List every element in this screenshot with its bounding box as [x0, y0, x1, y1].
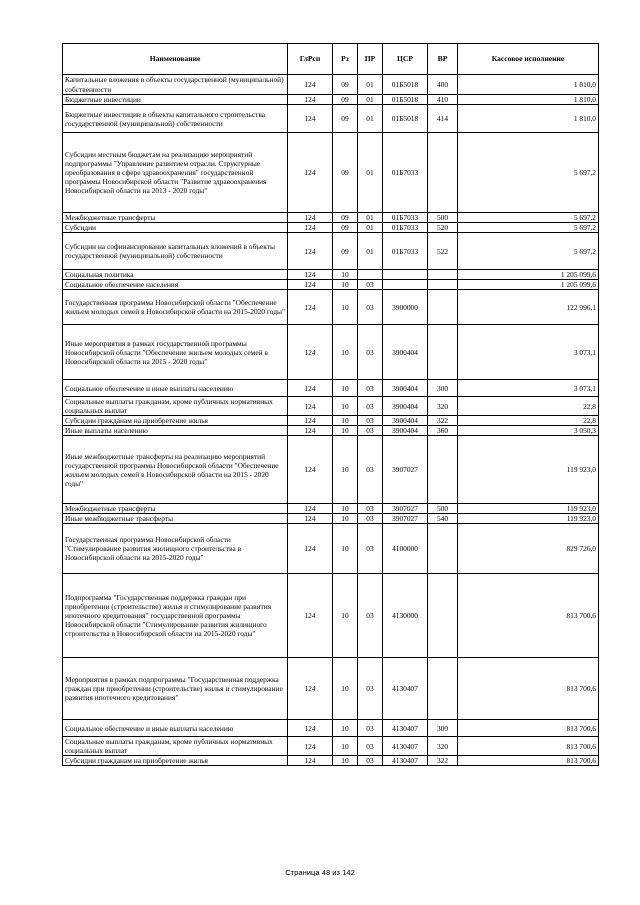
cell-amount: 1 810,0	[458, 105, 599, 133]
cell-glrsp: 124	[288, 436, 333, 504]
cell-csr: 4130000	[383, 574, 428, 658]
table-row	[63, 658, 599, 720]
cell-amount: 22,8	[458, 397, 599, 416]
table-row	[63, 720, 599, 737]
table-row	[63, 75, 599, 95]
table-row	[63, 397, 599, 416]
cell-glrsp: 124	[288, 105, 333, 133]
cell-name: Межбюджетные трансферты	[63, 504, 288, 514]
cell-vr	[428, 436, 458, 504]
cell-glrsp: 124	[288, 233, 333, 270]
cell-vr: 522	[428, 233, 458, 270]
cell-glrsp: 124	[288, 756, 333, 766]
cell-vr: 322	[428, 756, 458, 766]
cell-csr: 3900404	[383, 416, 428, 426]
cell-glrsp: 124	[288, 133, 333, 213]
cell-name: Субсидии на софинансирование капитальных вложений в объекты государственной (муниципальной) собственности	[63, 233, 288, 270]
cell-pr: 03	[358, 380, 383, 397]
budget-table	[62, 43, 599, 766]
cell-amount: 22,8	[458, 416, 599, 426]
cell-csr: 01Б5018	[383, 75, 428, 95]
table-row	[63, 524, 599, 574]
cell-rz: 10	[333, 504, 358, 514]
cell-rz: 10	[333, 514, 358, 524]
table-row	[63, 105, 599, 133]
table-row	[63, 574, 599, 658]
cell-pr: 03	[358, 574, 383, 658]
cell-rz: 10	[333, 325, 358, 380]
cell-pr: 03	[358, 325, 383, 380]
cell-vr: 410	[428, 95, 458, 105]
page-number: Страница 48 из 142	[285, 868, 355, 877]
cell-pr: 03	[358, 436, 383, 504]
cell-glrsp: 124	[288, 524, 333, 574]
cell-amount: 5 697,2	[458, 223, 599, 233]
cell-csr: 4100000	[383, 524, 428, 574]
cell-rz: 10	[333, 720, 358, 737]
table-body	[63, 75, 599, 766]
cell-vr	[428, 270, 458, 280]
cell-glrsp: 124	[288, 504, 333, 514]
table-row	[63, 756, 599, 766]
cell-amount: 5 697,2	[458, 213, 599, 223]
cell-rz: 10	[333, 280, 358, 290]
cell-name: Бюджетные инвестиции	[63, 95, 288, 105]
cell-glrsp: 124	[288, 426, 333, 436]
cell-amount: 813 700,6	[458, 574, 599, 658]
table-row	[63, 416, 599, 426]
cell-csr: 01Б5018	[383, 95, 428, 105]
table-row	[63, 436, 599, 504]
cell-pr: 03	[358, 416, 383, 426]
cell-vr: 500	[428, 213, 458, 223]
cell-rz: 09	[333, 213, 358, 223]
table-row	[63, 504, 599, 514]
cell-glrsp: 124	[288, 514, 333, 524]
cell-vr	[428, 325, 458, 380]
cell-amount: 119 923,0	[458, 504, 599, 514]
cell-amount: 5 697,2	[458, 133, 599, 213]
cell-vr	[428, 290, 458, 325]
cell-csr: 3907027	[383, 436, 428, 504]
cell-csr: 3900404	[383, 380, 428, 397]
cell-rz: 10	[333, 426, 358, 436]
table-row	[63, 95, 599, 105]
cell-rz: 10	[333, 436, 358, 504]
cell-glrsp: 124	[288, 223, 333, 233]
header-glrsp: ГлРсп	[288, 44, 333, 75]
cell-name: Подпрограмма "Государственная поддержка граждан при приобретении (строительстве) жилья и стимулирование развития ипотечного кредитования" государственной программы Новосибирской области "Стимулирование развития жилищного строительства в Новосибирской области на 2015-2020 годы"	[63, 574, 288, 658]
cell-csr: 01Б7033	[383, 133, 428, 213]
cell-name: Субсидии местным бюджетам на реализацию мероприятий подпрограммы "Управление развитием отрасли. Структурные преобразования в сфере здравоохранения" государственной программы Новосибирской области "Развитие здравоохранения Новосибирской области на 2013 - 2020 годы"	[63, 133, 288, 213]
header-rz: Рз	[333, 44, 358, 75]
cell-vr: 300	[428, 380, 458, 397]
cell-csr: 4130407	[383, 737, 428, 756]
cell-pr: 03	[358, 756, 383, 766]
cell-csr: 3907027	[383, 514, 428, 524]
cell-glrsp: 124	[288, 397, 333, 416]
cell-vr: 520	[428, 223, 458, 233]
cell-csr: 01Б7033	[383, 213, 428, 223]
cell-csr	[383, 280, 428, 290]
cell-name: Государственная программа Новосибирской области "Стимулирование развития жилищного строительства в Новосибирской области на 2015-2020 годы"	[63, 524, 288, 574]
cell-pr: 01	[358, 95, 383, 105]
cell-csr: 4130407	[383, 658, 428, 720]
cell-pr: 01	[358, 75, 383, 95]
cell-glrsp: 124	[288, 280, 333, 290]
cell-pr: 01	[358, 223, 383, 233]
cell-csr: 3900404	[383, 426, 428, 436]
table-row	[63, 133, 599, 213]
cell-amount: 813 700,6	[458, 756, 599, 766]
cell-amount: 1 205 099,6	[458, 270, 599, 280]
table-row	[63, 213, 599, 223]
cell-pr	[358, 270, 383, 280]
cell-pr: 01	[358, 105, 383, 133]
cell-name: Социальное обеспечение и иные выплаты населению	[63, 720, 288, 737]
cell-vr: 300	[428, 720, 458, 737]
cell-amount: 813 700,6	[458, 720, 599, 737]
cell-vr: 500	[428, 504, 458, 514]
cell-pr: 03	[358, 397, 383, 416]
header-csr: ЦСР	[383, 44, 428, 75]
cell-name: Субсидии гражданам на приобретение жилья	[63, 416, 288, 426]
cell-csr: 3900404	[383, 325, 428, 380]
cell-glrsp: 124	[288, 720, 333, 737]
cell-csr: 01Б7033	[383, 233, 428, 270]
header-vr: ВР	[428, 44, 458, 75]
cell-glrsp: 124	[288, 658, 333, 720]
cell-rz: 09	[333, 133, 358, 213]
cell-vr	[428, 280, 458, 290]
cell-glrsp: 124	[288, 213, 333, 223]
table-header-row	[63, 44, 599, 75]
cell-name: Социальная политика	[63, 270, 288, 280]
cell-glrsp: 124	[288, 325, 333, 380]
cell-vr: 320	[428, 397, 458, 416]
cell-pr: 01	[358, 233, 383, 270]
cell-name: Межбюджетные трансферты	[63, 213, 288, 223]
cell-name: Государственная программа Новосибирской области "Обеспечение жильем молодых семей в Новосибирской области на 2015-2020 годы"	[63, 290, 288, 325]
cell-glrsp: 124	[288, 380, 333, 397]
cell-rz: 10	[333, 756, 358, 766]
cell-rz: 10	[333, 270, 358, 280]
cell-name: Иные выплаты населению	[63, 426, 288, 436]
cell-amount: 813 700,6	[458, 737, 599, 756]
table-row	[63, 426, 599, 436]
cell-rz: 10	[333, 290, 358, 325]
cell-vr: 414	[428, 105, 458, 133]
cell-glrsp: 124	[288, 290, 333, 325]
cell-vr: 320	[428, 737, 458, 756]
cell-amount: 119 923,0	[458, 514, 599, 524]
cell-pr: 01	[358, 133, 383, 213]
cell-pr: 03	[358, 290, 383, 325]
cell-amount: 1 810,0	[458, 75, 599, 95]
cell-name: Мероприятия в рамках подпрограммы "Государственная поддержка граждан при приобретении (строительстве) жилья и стимулирование развития ипотечного кредитования"	[63, 658, 288, 720]
table-row	[63, 223, 599, 233]
cell-amount: 829 726,0	[458, 524, 599, 574]
cell-vr: 540	[428, 514, 458, 524]
cell-name: Капитальные вложения в объекты государственной (муниципальной) собственности	[63, 75, 288, 95]
cell-amount: 1 205 099,6	[458, 280, 599, 290]
cell-amount: 3 073,1	[458, 380, 599, 397]
cell-rz: 09	[333, 233, 358, 270]
header-cash-execution: Кассовое исполнение	[458, 44, 599, 75]
cell-amount: 122 996,1	[458, 290, 599, 325]
table-row	[63, 325, 599, 380]
cell-rz: 10	[333, 737, 358, 756]
cell-pr: 03	[358, 720, 383, 737]
cell-pr: 01	[358, 213, 383, 223]
cell-name: Субсидии	[63, 223, 288, 233]
cell-pr: 03	[358, 737, 383, 756]
cell-name: Иные мероприятия в рамках государственной программы Новосибирской области "Обеспечение жильем молодых семей в Новосибирской области на 2015 - 2020 годы"	[63, 325, 288, 380]
cell-pr: 03	[358, 514, 383, 524]
cell-vr: 360	[428, 426, 458, 436]
cell-vr	[428, 133, 458, 213]
table-row	[63, 233, 599, 270]
cell-glrsp: 124	[288, 270, 333, 280]
cell-vr	[428, 658, 458, 720]
cell-amount: 813 700,6	[458, 658, 599, 720]
cell-glrsp: 124	[288, 737, 333, 756]
cell-vr: 400	[428, 75, 458, 95]
cell-rz: 10	[333, 574, 358, 658]
cell-csr: 01Б7033	[383, 223, 428, 233]
cell-name: Бюджетные инвестиции в объекты капитального строительства государственной (муниципальной) собственности	[63, 105, 288, 133]
cell-csr: 3900404	[383, 397, 428, 416]
cell-glrsp: 124	[288, 574, 333, 658]
cell-csr: 3900000	[383, 290, 428, 325]
cell-rz: 09	[333, 95, 358, 105]
cell-vr: 322	[428, 416, 458, 426]
cell-amount: 3 073,1	[458, 325, 599, 380]
cell-pr: 03	[358, 658, 383, 720]
cell-name: Социальное обеспечение населения	[63, 280, 288, 290]
cell-pr: 03	[358, 426, 383, 436]
cell-csr	[383, 270, 428, 280]
cell-rz: 10	[333, 380, 358, 397]
cell-name: Социальные выплаты гражданам, кроме публичных нормативных социальных выплат	[63, 737, 288, 756]
cell-name: Иные межбюджетные трансферты	[63, 514, 288, 524]
cell-name: Социальные выплаты гражданам, кроме публичных нормативных социальных выплат	[63, 397, 288, 416]
cell-name: Социальное обеспечение и иные выплаты населению	[63, 380, 288, 397]
cell-rz: 10	[333, 524, 358, 574]
cell-rz: 09	[333, 75, 358, 95]
cell-glrsp: 124	[288, 416, 333, 426]
header-pr: ПР	[358, 44, 383, 75]
cell-vr	[428, 574, 458, 658]
cell-amount: 5 697,2	[458, 233, 599, 270]
cell-pr: 03	[358, 280, 383, 290]
cell-csr: 3907027	[383, 504, 428, 514]
cell-csr: 4130407	[383, 756, 428, 766]
cell-glrsp: 124	[288, 95, 333, 105]
cell-pr: 03	[358, 504, 383, 514]
cell-csr: 01Б5018	[383, 105, 428, 133]
cell-rz: 10	[333, 658, 358, 720]
header-name: Наименование	[63, 44, 288, 75]
table-row	[63, 380, 599, 397]
cell-amount: 3 050,3	[458, 426, 599, 436]
cell-vr	[428, 524, 458, 574]
cell-amount: 119 923,0	[458, 436, 599, 504]
cell-name: Иные межбюджетные трансферты на реализацию мероприятий государственной программы Новосибирской области "Обеспечение жильем молодых семей в Новосибирской области на 2015 - 2020 годы"	[63, 436, 288, 504]
cell-pr: 03	[358, 524, 383, 574]
cell-rz: 09	[333, 223, 358, 233]
table-row	[63, 270, 599, 280]
cell-amount: 1 810,0	[458, 95, 599, 105]
cell-glrsp: 124	[288, 75, 333, 95]
cell-rz: 10	[333, 416, 358, 426]
table-row	[63, 290, 599, 325]
table-row	[63, 280, 599, 290]
cell-csr: 4130407	[383, 720, 428, 737]
table-row	[63, 514, 599, 524]
cell-name: Субсидии гражданам на приобретение жилья	[63, 756, 288, 766]
cell-rz: 09	[333, 105, 358, 133]
table-row	[63, 737, 599, 756]
cell-rz: 10	[333, 397, 358, 416]
